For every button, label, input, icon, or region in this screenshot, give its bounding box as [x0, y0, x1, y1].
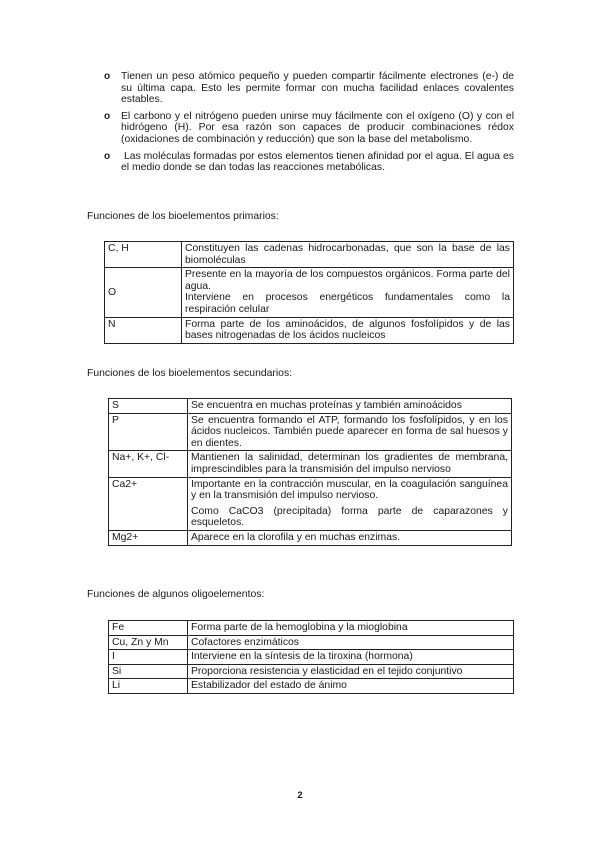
- function-cell: Se encuentra en muchas proteínas y también aminoácidos: [188, 399, 512, 414]
- table-row: [109, 621, 514, 636]
- table-row: [109, 413, 512, 451]
- function-cell: Se encuentra formando el ATP, formando los fosfolípidos, y en los ácidos nucleicos. También puede aparecer en forma de sal huesos y en dientes.: [188, 413, 512, 451]
- function-cell: Importante en la contracción muscular, en la coagulación sanguínea y en la transmisión del impulso nervioso. Como CaCO3 (precipitada) forma parte de caparazones y esqueletos.: [188, 477, 512, 530]
- bullet-text: El carbono y el nitrógeno pueden unirse muy fácilmente con el oxígeno (O) y con el hidrógeno (H). Por esa razón son capaces de producir combinaciones rédox (oxidaciones de combinación y reducción) que son la base del metabolismo.: [121, 110, 514, 145]
- function-cell: Presente en la mayoría de los compuestos orgánicos. Forma parte del agua. Interviene en procesos energéticos fundamentales como la respiración celular: [182, 268, 514, 317]
- primarios-title: Funciones de los bioelementos primarios:: [87, 211, 279, 222]
- table-row: [105, 317, 514, 343]
- secundarios-table: [108, 398, 512, 546]
- element-cell: O: [105, 268, 182, 317]
- function-cell: Cofactores enzimáticos: [188, 635, 514, 650]
- function-cell: Forma parte de la hemoglobina y la mioglobina: [188, 621, 514, 636]
- element-cell: Fe: [109, 621, 188, 636]
- element-cell: Li: [109, 679, 188, 694]
- secundarios-title: Funciones de los bioelementos secundarios:: [87, 368, 293, 379]
- element-cell: C, H: [105, 242, 182, 268]
- element-cell: Si: [109, 664, 188, 679]
- bullet-list: [104, 71, 517, 179]
- table-row: [105, 242, 514, 268]
- bullet-item: [104, 150, 517, 174]
- function-cell: Forma parte de los aminoácidos, de algunos fosfolípidos y de las bases nitrogenadas de los ácidos nucleicos: [182, 317, 514, 343]
- function-cell: Constituyen las cadenas hidrocarbonadas, que son la base de las biomoléculas: [182, 242, 514, 268]
- element-cell: Cu, Zn y Mn: [109, 635, 188, 650]
- element-cell: S: [109, 399, 188, 414]
- function-cell: Aparece en la clorofila y en muchas enzimas.: [188, 530, 512, 545]
- element-cell: N: [105, 317, 182, 343]
- bullet-text: Las moléculas formadas por estos elementos tienen afinidad por el agua. El agua es el medio donde se dan todas las reacciones metabólicas.: [121, 150, 517, 174]
- table-row: [109, 679, 514, 694]
- table-row: [109, 451, 512, 477]
- oligo-table: [108, 620, 514, 694]
- bullet-item: [104, 71, 514, 106]
- function-cell: Mantienen la salinidad, determinan los gradientes de membrana, imprescindibles para la transmisión del impulso nervioso: [188, 451, 512, 477]
- bullet-marker: o: [104, 71, 111, 82]
- table-row: [109, 399, 512, 414]
- function-cell: Interviene en la síntesis de la tiroxina (hormona): [188, 650, 514, 665]
- element-cell: Na+, K+, Cl-: [109, 451, 188, 477]
- primarios-table: [104, 241, 514, 344]
- page-number: 2: [297, 790, 303, 801]
- bullet-marker: o: [104, 150, 111, 162]
- function-cell: Estabilizador del estado de ánimo: [188, 679, 514, 694]
- bullet-marker: o: [104, 110, 111, 122]
- element-cell: Mg2+: [109, 530, 188, 545]
- element-cell: I: [109, 650, 188, 665]
- table-row: [109, 664, 514, 679]
- table-row: [105, 268, 514, 317]
- oligo-title: Funciones de algunos oligoelementos:: [87, 589, 265, 600]
- table-row: [109, 477, 512, 530]
- table-row: [109, 635, 514, 650]
- element-cell: Ca2+: [109, 477, 188, 530]
- element-cell: P: [109, 413, 188, 451]
- bullet-item: [104, 111, 514, 146]
- table-row: [109, 650, 514, 665]
- function-cell: Proporciona resistencia y elasticidad en el tejido conjuntivo: [188, 664, 514, 679]
- bullet-text: Tienen un peso atómico pequeño y pueden compartir fácilmente electrones (e-) de su última capa. Esto les permite formar con mucha facilidad enlaces covalentes estables.: [121, 71, 514, 106]
- table-row: [109, 530, 512, 545]
